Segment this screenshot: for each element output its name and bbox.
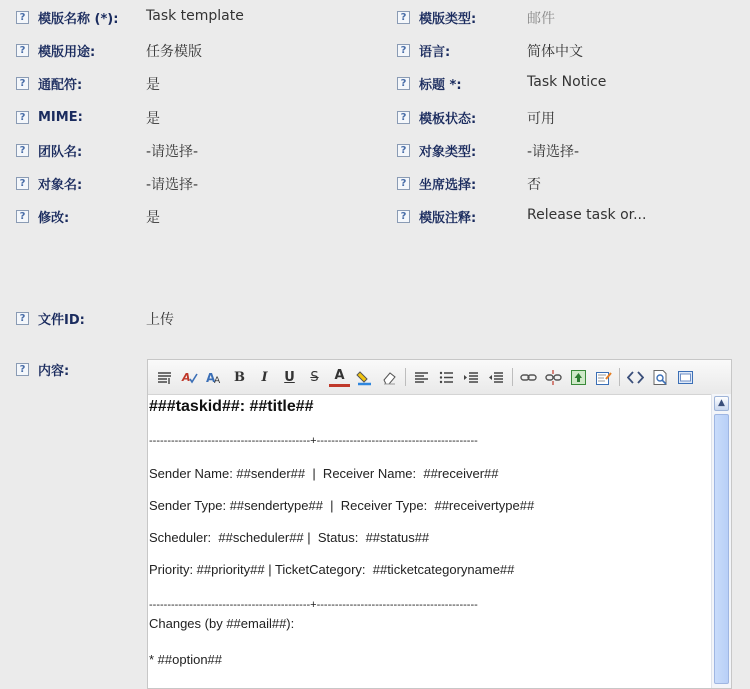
- help-icon[interactable]: ?: [16, 11, 29, 24]
- help-icon[interactable]: ?: [16, 210, 29, 223]
- preview-icon[interactable]: [650, 367, 671, 388]
- field-object-name: [16, 174, 82, 192]
- rich-text-editor[interactable]: [147, 359, 732, 689]
- field-value: Task template: [146, 8, 244, 24]
- editor-toolbar: [148, 360, 731, 395]
- field-label: 模版注释:: [419, 210, 477, 226]
- svg-text:A: A: [206, 370, 216, 385]
- field-value: -请选择-: [146, 177, 199, 193]
- toolbar-divider: [512, 368, 513, 386]
- field-value: 是: [146, 77, 160, 93]
- field-value: Release task or...: [527, 207, 647, 223]
- spellcheck-icon[interactable]: [179, 367, 200, 388]
- help-icon[interactable]: ?: [16, 44, 29, 57]
- toolbar-divider: [619, 368, 620, 386]
- field-label: 通配符:: [38, 77, 83, 93]
- content-separator: --------------------------------------------+--------------------------------------------: [149, 599, 478, 611]
- help-icon[interactable]: ?: [16, 312, 29, 325]
- content-separator: --------------------------------------------+--------------------------------------------: [149, 435, 478, 447]
- help-icon[interactable]: ?: [16, 144, 29, 157]
- field-label: 语言:: [419, 44, 451, 60]
- help-icon[interactable]: ?: [16, 111, 29, 124]
- field-label: 模版用途:: [38, 44, 96, 60]
- content-heading: ###taskid##: ##title##: [149, 398, 314, 415]
- editor-content[interactable]: [148, 394, 712, 688]
- editor-scrollbar[interactable]: [711, 394, 731, 688]
- content-line: * ##option##: [149, 652, 223, 667]
- field-value: 是: [146, 210, 160, 226]
- paragraph-format-icon[interactable]: [154, 367, 175, 388]
- field-label: 文件ID:: [38, 312, 85, 328]
- content-line: Scheduler: ##scheduler## | Status: ##status##: [149, 530, 430, 545]
- content-line: Sender Name: ##sender## | Receiver Name: ##receiver##: [149, 466, 499, 481]
- field-label: 团队名:: [38, 144, 83, 160]
- align-left-icon[interactable]: [411, 367, 432, 388]
- strikethrough-icon[interactable]: S: [310, 369, 319, 385]
- field-mime: [16, 108, 83, 126]
- field-value: 任务模版: [146, 44, 202, 60]
- field-file-id: [16, 309, 85, 327]
- field-wildcard: [16, 74, 82, 92]
- source-code-icon[interactable]: [625, 367, 646, 388]
- eraser-icon[interactable]: [379, 367, 400, 388]
- help-icon[interactable]: ?: [16, 177, 29, 190]
- outdent-icon[interactable]: [486, 367, 507, 388]
- field-content: [16, 360, 69, 378]
- link-icon[interactable]: [518, 367, 539, 388]
- field-template-name: [16, 8, 118, 26]
- field-template-comment: [397, 207, 476, 225]
- field-label: 对象类型:: [419, 144, 477, 160]
- underline-icon[interactable]: U: [284, 369, 295, 385]
- bold-icon[interactable]: B: [234, 369, 245, 385]
- help-icon[interactable]: ?: [397, 177, 410, 190]
- field-label: 修改:: [38, 210, 70, 226]
- italic-icon[interactable]: I: [261, 369, 268, 385]
- field-value: -请选择-: [527, 144, 580, 160]
- field-value: 可用: [527, 111, 555, 127]
- font-color-icon[interactable]: A: [329, 368, 350, 387]
- field-language: [397, 41, 450, 59]
- field-template-type: [397, 8, 476, 26]
- help-icon[interactable]: ?: [16, 77, 29, 90]
- field-value: Task Notice: [527, 74, 607, 90]
- field-value: 邮件: [527, 11, 555, 27]
- content-line: Changes (by ##email##):: [149, 616, 295, 631]
- help-icon[interactable]: ?: [16, 363, 29, 376]
- highlight-color-icon[interactable]: [354, 367, 375, 388]
- help-icon[interactable]: ?: [397, 144, 410, 157]
- field-template-purpose: [16, 41, 95, 59]
- scroll-up-icon[interactable]: ▲: [714, 396, 729, 411]
- field-seat-selection: [397, 174, 476, 192]
- field-label: 模版类型:: [419, 11, 477, 27]
- field-label: 模版名称 (*):: [38, 11, 119, 27]
- field-team-name: [16, 141, 82, 159]
- edit-form-icon[interactable]: [593, 367, 614, 388]
- field-value: 是: [146, 111, 160, 127]
- svg-text:A: A: [182, 370, 191, 384]
- help-icon[interactable]: ?: [397, 77, 410, 90]
- field-label: 坐席选择:: [419, 177, 477, 193]
- unlink-icon[interactable]: [543, 367, 564, 388]
- fullscreen-icon[interactable]: [675, 367, 696, 388]
- image-upload-icon[interactable]: [568, 367, 589, 388]
- upload-link[interactable]: 上传: [146, 312, 174, 328]
- indent-icon[interactable]: [461, 367, 482, 388]
- toolbar-divider: [405, 368, 406, 386]
- field-object-type: [397, 141, 476, 159]
- field-value: 简体中文: [527, 44, 583, 60]
- field-label: 模板状态:: [419, 111, 477, 127]
- field-value: 否: [527, 177, 541, 193]
- content-line: Priority: ##priority## | TicketCategory: ##ticketcategoryname##: [149, 562, 515, 577]
- field-value: -请选择-: [146, 144, 199, 160]
- help-icon[interactable]: ?: [397, 44, 410, 57]
- help-icon[interactable]: ?: [397, 11, 410, 24]
- field-label: 标题 *:: [419, 77, 462, 93]
- field-template-status: [397, 108, 476, 126]
- content-line: Sender Type: ##sendertype## | Receiver Type: ##receivertype##: [149, 498, 535, 513]
- help-icon[interactable]: ?: [397, 111, 410, 124]
- field-title: [397, 74, 462, 92]
- field-label: 内容:: [38, 363, 70, 379]
- font-size-icon[interactable]: [204, 367, 225, 388]
- field-label: MIME:: [38, 109, 83, 125]
- scrollbar-thumb[interactable]: [714, 414, 729, 684]
- field-modify: [16, 207, 69, 225]
- list-icon[interactable]: [436, 367, 457, 388]
- field-label: 对象名:: [38, 177, 83, 193]
- svg-text:A: A: [214, 375, 221, 386]
- help-icon[interactable]: ?: [397, 210, 410, 223]
